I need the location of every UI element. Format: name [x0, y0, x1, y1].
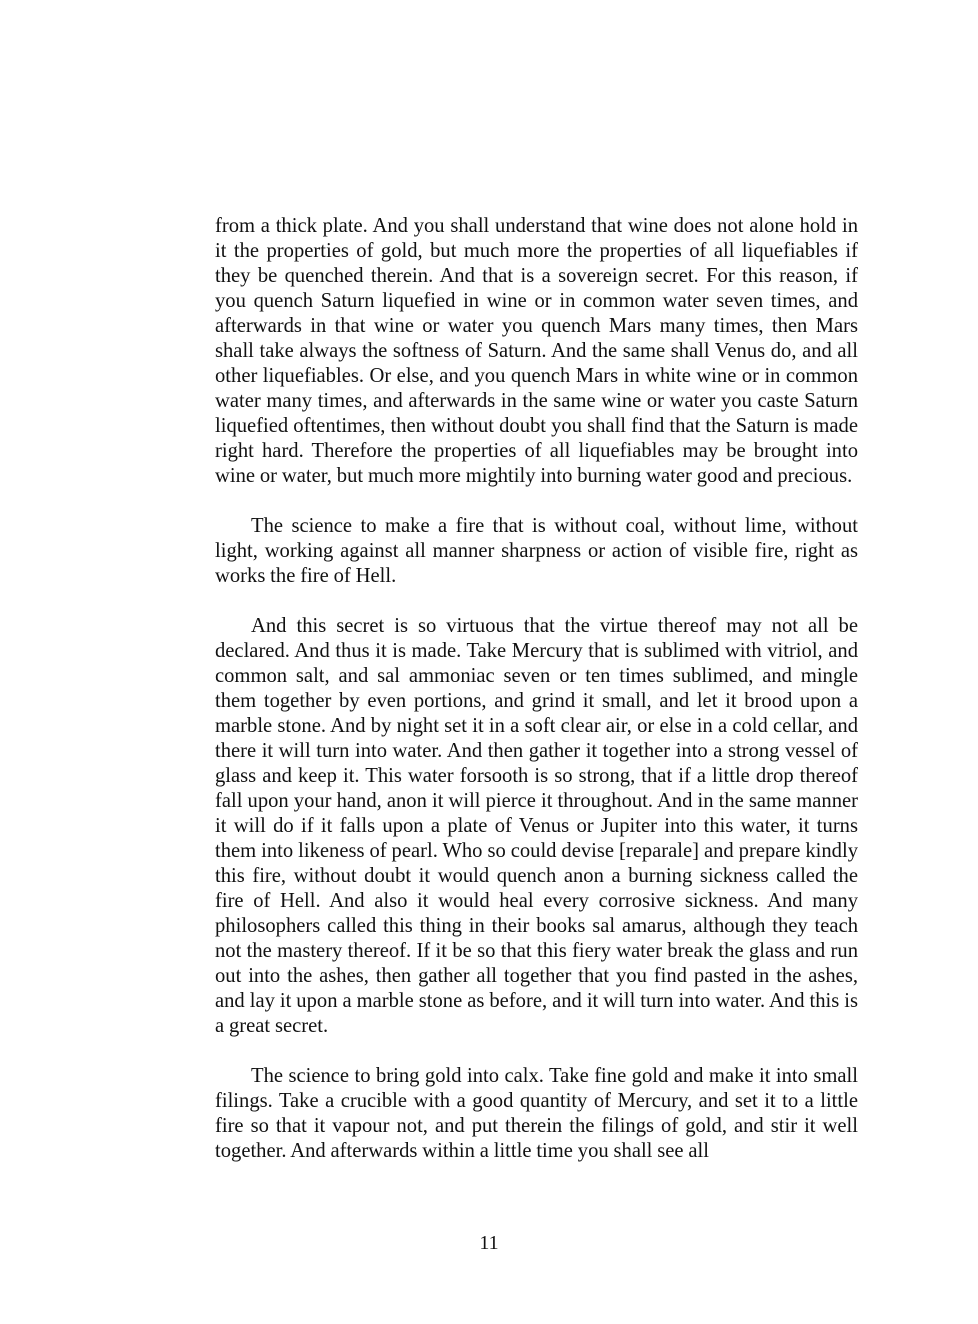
- paragraph-gold-calx: The science to bring gold into calx. Take fine gold and make it into small filings. Take a crucible with a good quantity of Mercury, and set it to a little fire so that it vapour not, and put therein the filings of gold, and stir it well together. And afterwards within a little time you shall see all: [215, 1065, 858, 1162]
- paragraph-continuation: from a thick plate. And you shall understand that wine does not alone hold in it the properties of gold, but much more the properties of all liquefiables if they be quenched therein. And that is a sovereign secret. For this reason, if you quench Saturn liquefied in wine or in common water seven times, and afterwards in that wine or water you quench Mars many times, then Mars shall take always the softness of Saturn. And the same shall Venus do, and all other liquefiables. Or else, and you quench Mars in white wine or in common water many times, and afterwards in the same wine or water you caste Saturn liquefied oftentimes, then without doubt you shall find that the Saturn is made right hard. Therefore the properties of all liquefiables may be brought into wine or water, but much more mightily into burning water good and precious.: [215, 215, 858, 487]
- page-number: 11: [479, 1232, 499, 1254]
- body-text: [215, 214, 858, 1164]
- paragraph-fire-recipe: And this secret is so virtuous that the virtue thereof may not all be declared. And thus it is made. Take Mercury that is sublimed with vitriol, and common salt, and sal ammoniac seven or ten times sublimed, and mingle them together by even portions, and grind it small, and let it brood upon a marble stone. And by night set it in a soft clear air, or else in a cold cellar, and there it will turn into water. And then gather it together into a strong vessel of glass and keep it. This water forsooth is so strong, that if a little drop thereof fall upon your hand, anon it will pierce it throughout. And in the same manner it will do if it falls upon a plate of Venus or Jupiter into this water, it turns them into likeness of pearl. Who so could devise [reparale] and prepare kindly this fire, without doubt it would quench anon a burning sickness called the fire of Hell. And also it would heal every corrosive sickness. And many philosophers called this thing in their books sal amarus, although they teach not the mastery thereof. If it be so that this fiery water break the glass and run out into the ashes, then gather all together that you find pasted in the ashes, and lay it upon a marble stone as before, and it will turn into water. And this is a great secret.: [215, 615, 858, 1037]
- paragraph-fire-heading: The science to make a fire that is without coal, without lime, without light, working against all manner sharpness or action of visible fire, right as works the fire of Hell.: [215, 515, 858, 587]
